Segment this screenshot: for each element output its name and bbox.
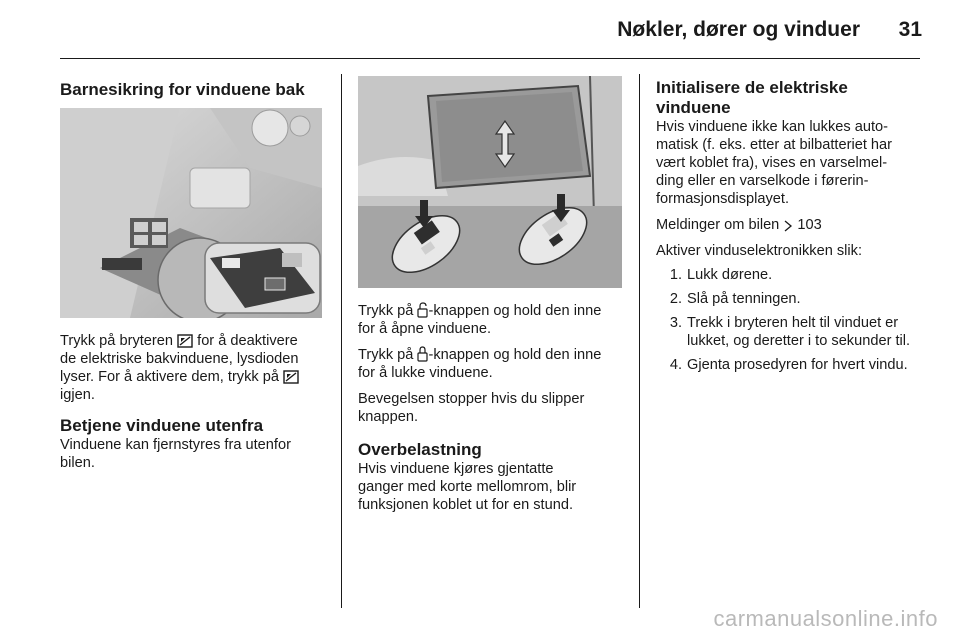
initialize-paragraph: Hvis vinduene ikke kan lukkes auto- matisk (f. eks. etter at bilbatteriet har vært koblet fra), vises en varselmel- ding eller en varselkode i førerin- formasjonsdisplayet. [656, 119, 893, 207]
list-item: 3. Trekk i bryteren helt til vinduet er lukket, og deretter i to sekunder til. [669, 315, 911, 349]
column-2-text [358, 302, 633, 514]
subheading-overload: Overbelastning [358, 440, 482, 459]
steps-list [656, 266, 936, 374]
remote-unlock-icon [417, 302, 428, 318]
stop-paragraph: Bevegelsen stopper hvis du slipper knappen. [358, 391, 585, 425]
running-header-title: Nøkler, dører og vinduer [617, 18, 860, 41]
remote-lock-icon [417, 346, 428, 362]
list-item: 4. Gjenta prosedyren for hvert vindu. [669, 357, 908, 373]
lock-paragraph: Trykk på -knappen og hold den inne for å lukke vinduene. [358, 347, 602, 381]
overload-paragraph: Hvis vinduene kjøres gjentatte ganger med korte mellomrom, blir funksjonen koblet ut for en stund. [358, 461, 577, 513]
child-lock-switch-icon [283, 370, 299, 384]
column-divider-right [639, 74, 640, 608]
header-rule [60, 58, 920, 59]
remote-operation-paragraph: Vinduene kan fjernstyres fra utenfor bilen. [60, 437, 291, 471]
column-divider-left [341, 74, 342, 608]
column-1 [60, 80, 330, 100]
watermark: carmanualsonline.info [713, 606, 938, 631]
column-3 [656, 78, 936, 380]
child-lock-paragraph: Trykk på bryteren for å deaktivere de elektriske bakvinduene, lysdioden lyser. For å aktivere dem, trykk på igjen. [60, 333, 299, 403]
subheading-remote-operation: Betjene vinduene utenfra [60, 416, 264, 435]
column-1-text [60, 332, 335, 472]
cross-reference: Meldinger om bilen 103 [656, 217, 822, 233]
section-heading-child-lock: Barnesikring for vinduene bak [60, 80, 305, 99]
list-item: 2. Slå på tenningen. [669, 291, 801, 307]
child-lock-switch-icon [177, 334, 193, 348]
reference-arrow-icon [783, 220, 793, 232]
steps-intro: Aktiver vinduselektronikken slik: [656, 243, 863, 259]
section-heading-initialize: Initialisere de elektriske vinduene [656, 78, 848, 117]
page-number: 31 [898, 18, 922, 41]
window-remote-illustration [358, 76, 622, 288]
unlock-paragraph: Trykk på -knappen og hold den inne for å åpne vinduene. [358, 303, 602, 337]
list-item: 1. Lukk dørene. [669, 267, 773, 283]
door-switch-panel-illustration [60, 108, 322, 318]
